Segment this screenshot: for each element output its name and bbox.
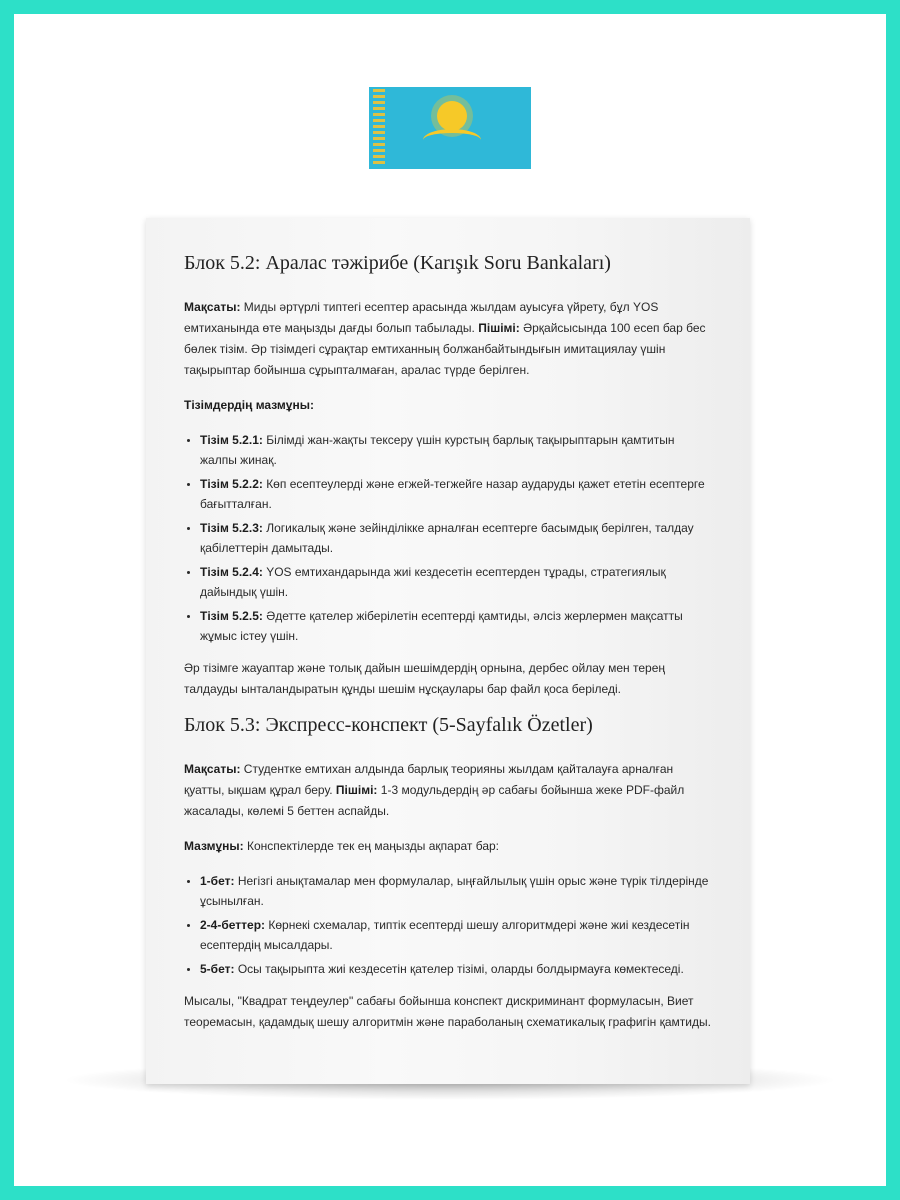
document-content — [184, 252, 714, 1047]
block-52-contents-heading: Тізімдердің мазмұны: — [184, 398, 314, 412]
format-text: 1-3 модульдердің әр сабағы бойынша жеке PDF-файл жасалады, көлемі 5 беттен аспайды. — [184, 783, 685, 818]
block-53-goal-paragraph — [184, 759, 714, 822]
list-item: • 5-бет: Осы тақырыпта жиі кездесетін қателер тізімі, оларды болдырмауға көмектеседі. — [200, 959, 714, 979]
list-item: • Тізім 5.2.3: Логикалық және зейінділікке арналған есептерге басымдық берілген, талдау қабілеттерін дамытады. — [200, 518, 714, 558]
block-52-goal-paragraph — [184, 297, 714, 381]
contents-text: Конспектілерде тек ең маңызды ақпарат бар: — [243, 839, 500, 853]
goal-text: Студентке емтихан алдында барлық теорияны жылдам қайталауға арналған қуатты, ықшам құрал беру. — [184, 762, 674, 797]
block-52-list — [184, 430, 714, 646]
list-item: • 2-4-беттер: Көрнекі схемалар, типтік есептерді шешу алгоритмдері және жиі кездесетін есептердің мысалдары. — [200, 915, 714, 955]
flag-sun-icon — [437, 101, 467, 131]
goal-label: Мақсаты: — [184, 300, 241, 314]
block-53-list — [184, 871, 714, 979]
block-53-title: Блок 5.3: Экспресс-конспект (5-Sayfalık Özetler) — [184, 714, 593, 736]
goal-label: Мақсаты: — [184, 762, 241, 776]
list-item: • Тізім 5.2.2: Көп есептеулерді және егжей-тегжейге назар аударуды қажет ететін есептерге бағытталған. — [200, 474, 714, 514]
document-sheet — [146, 218, 750, 1084]
list-item: • Тізім 5.2.4: YOS емтихандарында жиі кездесетін есептерден тұрады, стратегиялық дайындық үшін. — [200, 562, 714, 602]
flag-eagle-icon — [423, 129, 481, 151]
format-label: Пішімі: — [478, 321, 520, 335]
block-53-contents — [184, 836, 714, 857]
block-53-closing: Мысалы, "Квадрат теңдеулер" сабағы бойынша конспект дискриминант формуласын, Виет теоремасын, қадамдық шешу алгоритмін және параболаның схематикалық графигін қамтиды. — [184, 994, 711, 1029]
goal-text: Миды әртүрлі типтегі есептер арасында жылдам ауысуға үйрету, бұл YOS емтиханында өте маңызды дағды болып табылады. — [184, 300, 659, 335]
contents-label: Мазмұны: — [184, 839, 244, 853]
format-text: Әрқайсысында 100 есеп бар бес бөлек тізім. Әр тізімдегі сұрақтар емтиханның болжанбайтындығын имитациялау үшін тақырыптар бойынша сұрыпталмаған, аралас түрде берілген. — [184, 321, 706, 377]
block-52-title: Блок 5.2: Аралас тәжірибе (Karışık Soru Bankaları) — [184, 252, 611, 274]
block-52-closing: Әр тізімге жауаптар және толық дайын шешімдердің орнына, дербес ойлау мен терең талдауды ынталандыратын құнды шешім нұсқаулары бар файл қоса беріледі. — [184, 661, 666, 696]
list-item: • Тізім 5.2.1: Білімді жан-жақты тексеру үшін курстың барлық тақырыптарын қамтитын жалпы жинақ. — [200, 430, 714, 470]
flag-ornament — [373, 89, 385, 167]
list-item: • 1-бет: Негізгі анықтамалар мен формулалар, ыңғайлылық үшін орыс және түрік тілдерінде ұсынылған. — [200, 871, 714, 911]
kazakhstan-flag-icon — [369, 87, 531, 169]
list-item: • Тізім 5.2.5: Әдетте қателер жіберілетін есептерді қамтиды, әлсіз жерлермен мақсатты жұмыс істеу үшін. — [200, 606, 714, 646]
format-label: Пішімі: — [335, 783, 378, 797]
